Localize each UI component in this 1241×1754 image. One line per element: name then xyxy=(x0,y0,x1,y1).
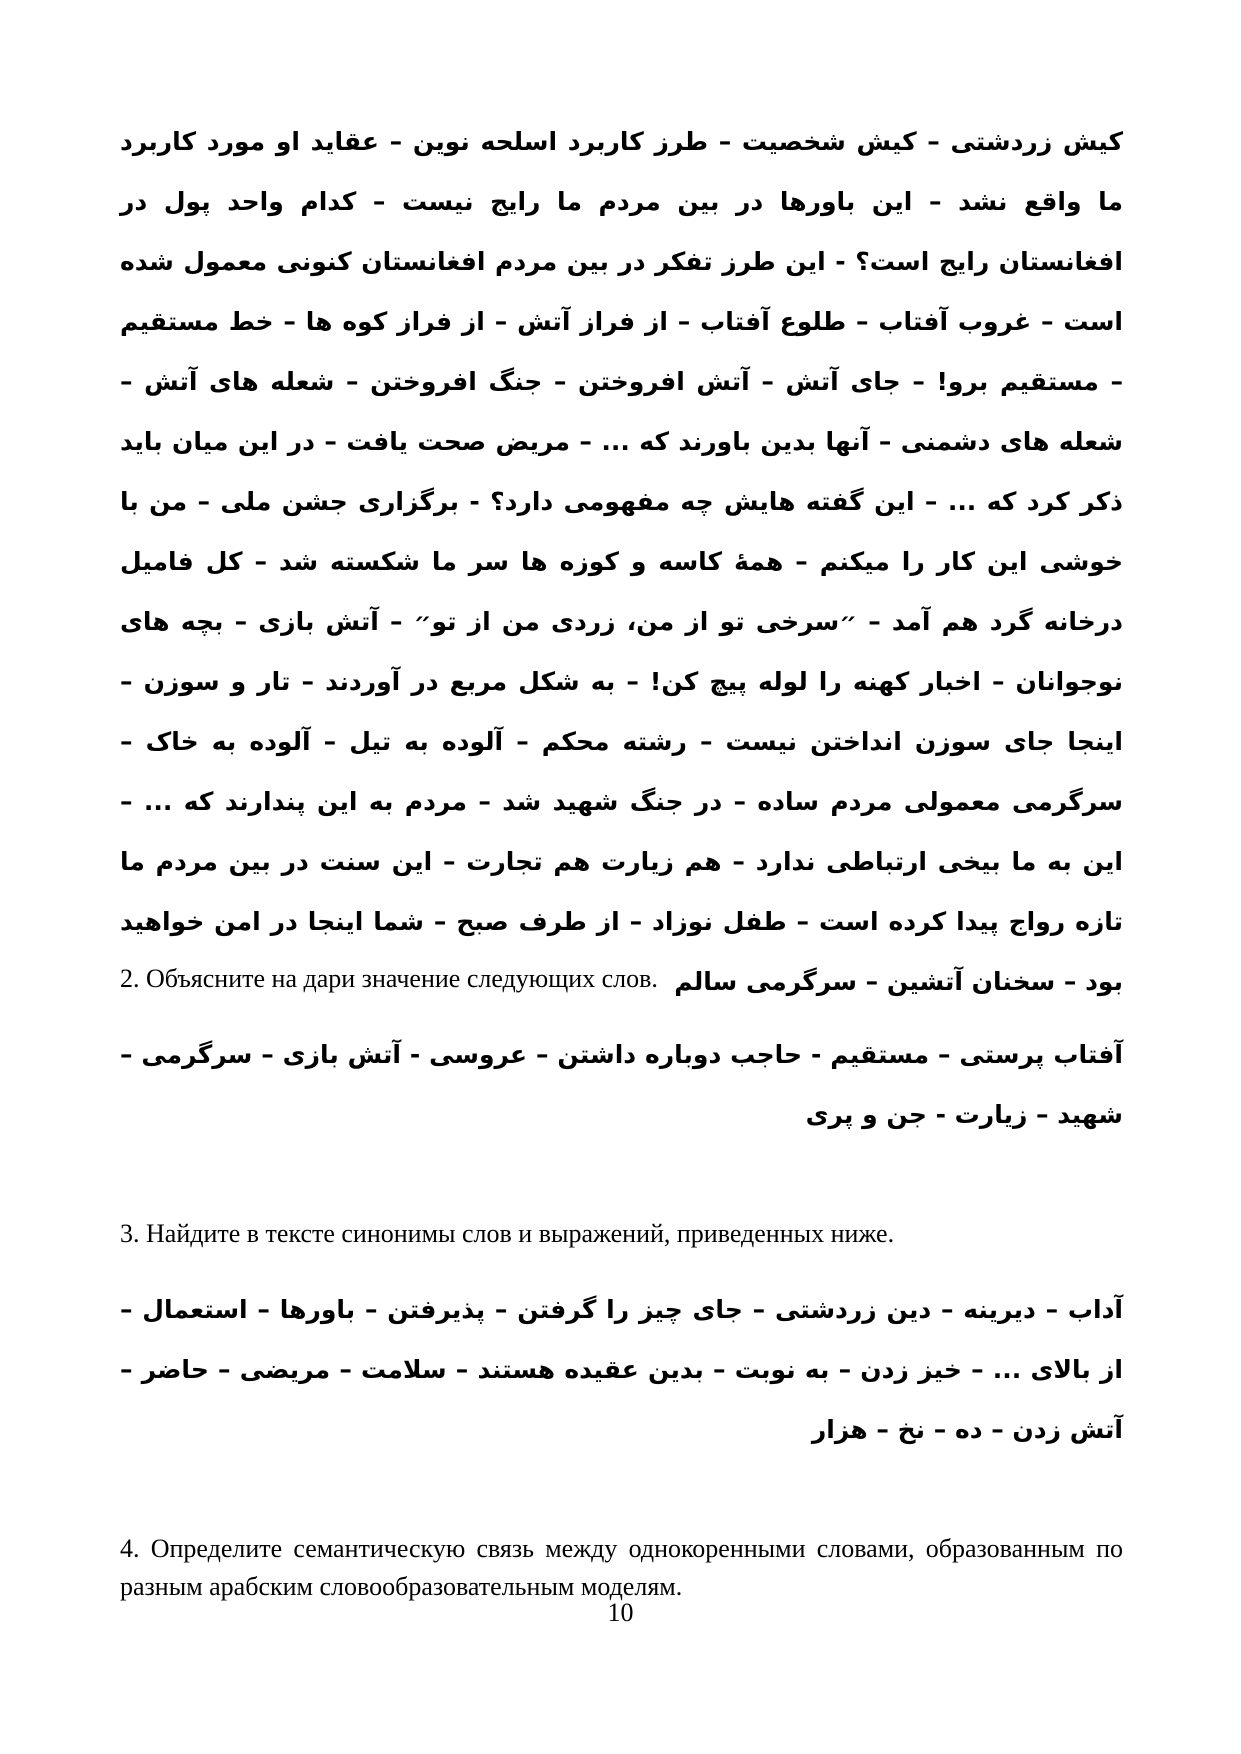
exercise-4-heading: 4. Определите семантическую связь между однокоренными словами, образованным по разным арабским словообразовательным моделям. xyxy=(120,1534,1123,1601)
dari-phrase-list: کیش زردشتی – کیش شخصیت – طرز کاربرد اسلحه نوین – عقاید او مورد کاربرد ما واقع نشد – این باورها در بین مردم ما رایج نیست – کدام واحد پول در افغانستان رایج است؟ - این طرز تفکر در بین مردم افغانستان کنونی معمول شده است – غروب آفتاب – طلوع آفتاب – از فراز آتش – از فراز کوه ها – خط مستقیم – مستقیم برو! – جای آتش – آتش افروختن – جنگ افروختن – شعله های آتش – شعله های دشمنی – آنها بدین باورند که ... – مریض صحت یافت – در این میان باید ذکر کرد که ... – این گفته هایش چه مفهومی دارد؟ - برگزاری جشن ملی – من با خوشی این کار را میکنم – همهٔ کاسه و کوزه ها سر ما شکسته شد – کل فامیل درخانه گرد هم آمد – ״سرخی تو از من، زردی من از تو״ – آتش بازی – بچه های نوجوانان – اخبار کهنه را لوله پیچ کن! – به شکل مربع در آوردند – تار و سوزن – اینجا جای سوزن انداختن نیست – رشته محکم – آلوده به تیل – آلوده به خاک – سرگرمی معمولی مردم ساده – در جنگ شهید شد – مردم به این پندارند که ... – این به ما بیخی ارتباطی ندارد – هم زیارت هم تجارت – این سنت در بین مردم ما تازه رواج پیدا کرده است – طفل نوزاد – از طرف صبح – شما اینجا در امن خواهید بود – سخنان آتشین – سرگرمی سالم xyxy=(120,127,1123,996)
exercise-2-word-list: آفتاب پرستی – مستقیم - حاجب دوباره داشتن – عروسی - آتش بازی – سرگرمی –شهید – زیارت - جن و پری xyxy=(120,1040,1123,1129)
page-number: 10 xyxy=(607,1598,634,1627)
exercise-3-word-list: آداب – دیرینه – دین زردشتی – جای چیز را گرفتن – پذیرفتن – باورها – استعمال – از بالای ... – خیز زدن – به نوبت – بدین عقیده هستند – سلامت – مریضی – حاضر – آتش زدن – ده – نخ – هزار xyxy=(120,1295,1123,1444)
exercise-2-heading: 2. Объясните на дари значение следующих слов. xyxy=(120,964,658,993)
exercise-3-heading: 3. Найдите в тексте синонимы слов и выражений, приведенных ниже. xyxy=(120,1219,895,1248)
